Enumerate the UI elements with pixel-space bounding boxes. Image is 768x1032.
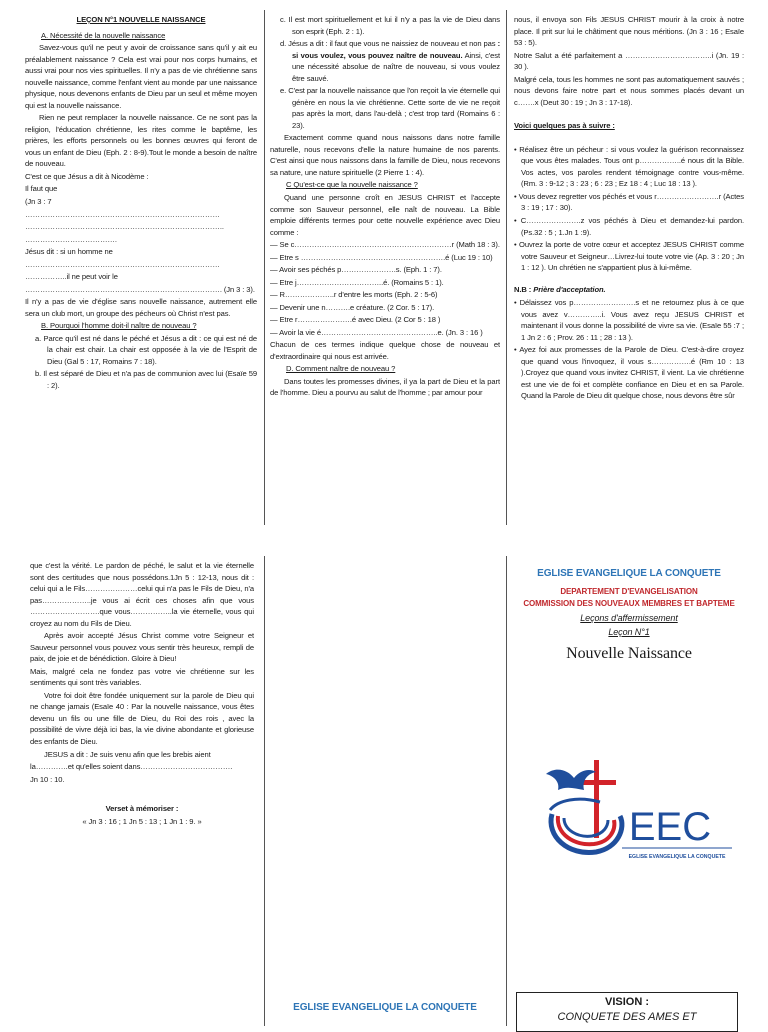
bottom-col-1 xyxy=(30,560,254,900)
section-d-heading: D. Comment naître de nouveau ? xyxy=(286,364,396,374)
term-item: — Se c………………………………………………………r (Math 18 : 3). xyxy=(270,240,500,250)
vision-label: VISION : xyxy=(604,996,649,1008)
fill-blank: ………………………………. xyxy=(25,234,117,244)
column-divider xyxy=(264,556,265,1026)
term-item: — Etre j……………………………..é. (Romains 5 : 1). xyxy=(270,277,444,287)
booklet-title: Nouvelle Naissance xyxy=(566,644,692,662)
top-col-2 xyxy=(270,14,500,524)
fill-blank: …………………………………………………………………… xyxy=(25,209,220,219)
nb-heading xyxy=(514,284,744,296)
memory-refs: « Jn 3 : 16 ; 1 Jn 5 : 13 ; 1 Jn 1 : 9. » xyxy=(82,816,202,826)
paragraph: Il n'y a pas de vie d'église sans nouvelle naissance, autrement elle sera un club mort, un groupe des pécheurs où Christ n'est pas. xyxy=(25,297,257,318)
paragraph: Quand une personne croît en JESUS CHRIST et l'accepte comme son Sauveur personnel, elle naît de nouveau. La Bible emploie différents termes pour cette nouvelle expérience avec Dieu comme : xyxy=(270,192,500,237)
nb-title: Prière d'acceptation. xyxy=(533,284,606,294)
paragraph: Notre Salut a été parfaitement a ……………………………..i (Jn. 19 : 30 ). xyxy=(514,50,744,72)
department-name: DEPARTEMENT D'EVANGELISATION xyxy=(560,587,698,597)
list-item: c. Il est mort spirituellement et lui il n'y a pas la vie de Dieu dans son esprit (Eph. 2 : 1). xyxy=(280,15,500,36)
list-item-text: d. Jésus a dit : il faut que vous ne naissiez de nouveau et non pas xyxy=(280,39,496,49)
column-divider xyxy=(506,556,507,1026)
paragraph: Malgré cela, tous les hommes ne sont pas automatiquement sauvés ; nous devons faire notre part et nous sommes placés devant un c…….x (Deut 30 : 19 ; Jn 3 : 17-18). xyxy=(514,74,744,107)
paragraph: Rien ne peut remplacer la nouvelle naissance. Ce ne sont pas la religion, l'éducation chrétienne, les rites comme le baptême, les prières, les efforts personnels ou les bonnes œuvres qui feront de vous un enfant de Dieu (Eph. 2 : 8-9).Tout le monde a besoin de naître de nouveau. xyxy=(25,113,257,169)
vision-text: CONQUETE DES AMES ET xyxy=(557,1011,697,1023)
term-item: — Avoir ses péchés p………………….s. (Eph. 1 : 7). xyxy=(270,265,442,275)
term-item: — R………………..r d'entre les morts (Eph. 2 : 5-6) xyxy=(270,290,438,300)
eec-logo-icon xyxy=(538,756,734,868)
term-item: — Avoir la vie é………………………………………..e. (Jn. 3 : 16 ) xyxy=(270,327,483,337)
nb-item: • Ayez foi aux promesses de la Parole de Dieu. C'est-à-dire croyez que quand vous l'invoquez, il vous s…………….é (Rm 10 : 13 ).Croyez que quand vous invitez CHRIST, il vient. La vie chrétienne est une vie de foi et complète confiance en Dieu et en sa Parole. Quand la Parole de Dieu dit quelque chose, nous devons être sûr xyxy=(514,345,744,401)
paragraph: Savez-vous qu'il ne peut y avoir de croissance sans qu'il y ait eu préalablement naissance ? Cela est vrai pour nos corps humains, et aussi vrai pour nos vies spirituelles. Il n'y a pas de vie chrétienne sans nouvelle naissance, comme l'enfant vient au monde par une naissance physique, nous devenons enfants de Dieu par un seul et même moyen qui est la nouvelle naissance. xyxy=(25,43,257,110)
logo-text: EEC xyxy=(628,805,712,849)
section-c-heading: C Qu'est-ce que la nouvelle naissance ? xyxy=(286,180,418,190)
step-item: • C………………….z vos péchés à Dieu et demandez-lui pardon. (Ps.32 : 5 ; 1.Jn 1 :9). xyxy=(514,215,744,237)
paragraph: Il faut que xyxy=(25,184,58,194)
top-col-1 xyxy=(25,14,257,524)
column-divider xyxy=(506,10,507,525)
term-item: — Etre r………………….é avec Dieu. (2 Cor 5 : 18 ) xyxy=(270,315,441,325)
lessons-label: Leçons d'affermissement xyxy=(580,612,678,623)
list-item: b. Il est séparé de Dieu et n'a pas de communion avec lui (Esaïe 59 : 2). xyxy=(35,369,257,390)
top-col-3 xyxy=(514,14,744,524)
step-item: • Ouvrez la porte de votre cœur et acceptez JESUS CHRIST comme votre Sauveur et Seigneur…Livrez-lui toute votre vie (Ap. 3 : 20 ; Jn 1 : 12 ). Un chrétien ne s'appartient plus à lui-même. xyxy=(514,240,744,273)
lesson-number: Leçon N°1 xyxy=(608,627,650,638)
paragraph: Chacun de ces termes indique quelque chose de nouveau et d'extraordinaire qui nous est arrivée. xyxy=(270,340,500,361)
church-name: EGLISE EVANGELIQUE LA CONQUETE xyxy=(537,568,721,579)
paragraph: (Jn 3 : 7 xyxy=(25,196,52,206)
memory-heading: Verset à mémoriser : xyxy=(105,804,179,814)
fill-blank: …………………………………………………………………….. xyxy=(25,222,224,232)
list-item-text: Ainsi, c'est une nécessité absolue de naître de nouveau, si vous voulez être sauvé. xyxy=(292,50,500,83)
paragraph: ……………..il ne peut voir le xyxy=(25,272,118,282)
paragraph: Après avoir accepté Jésus Christ comme votre Seigneur et Sauveur personnel vous pouvez vous sentir très heureux, rempli de paix, de joie et de bénédiction. Gloire à Dieu! xyxy=(30,631,254,664)
commission-name: COMMISSION DES NOUVEAUX MEMBRES ET BAPTEME xyxy=(523,599,735,609)
paragraph: JESUS a dit : Je suis venu afin que les brebis aient xyxy=(44,749,211,759)
vision-box xyxy=(516,992,738,1032)
column-divider xyxy=(264,10,265,525)
paragraph: Jésus dit : si un homme ne xyxy=(25,247,113,257)
list-item: a. Parce qu'il est né dans le péché et Jésus a dit : ce qui est né de la chair est chair. La chair est opposée à la vie de l'Esprit de Dieu (Gal 5 : 17, Romains 7 : 18). xyxy=(35,333,257,366)
term-item: — Etre s ………………………………………………….é (Luc 19 : 10) xyxy=(270,252,493,262)
paragraph: nous, il envoya son Fils JESUS CHRIST mourir à la croix à notre place. Il prit sur lui le châtiment que nous méritions. (Jn 3 : 16 ; Esaïe 53 : 5). xyxy=(514,15,744,48)
paragraph: Jn 10 : 10. xyxy=(30,774,65,784)
logo-subtitle: EGLISE EVANGELIQUE LA CONQUETE xyxy=(628,854,726,860)
list-item xyxy=(270,38,500,84)
section-b-heading: B. Pourquoi l'homme doit-il naître de nouveau ? xyxy=(41,321,197,331)
fill-blank: …………………………………………………………………… xyxy=(25,259,220,269)
step-item: • Vous devez regretter vos péchés et vous r…………………….r (Actes 3 : 19 ; 17 : 30). xyxy=(514,191,744,213)
paragraph: la………….et qu'elles soient dans………………………………. xyxy=(30,762,233,772)
church-logo xyxy=(538,756,734,868)
paragraph: Exactement comme quand nous naissons dans notre famille naturelle, nous recevons d'elle la nature humaine de nos parents. C'est ainsi que nous naissons dans la famille de Dieu, nous recevons sa nature, une nature spirituelle (2 Pierre 1 : 4). xyxy=(270,133,500,177)
term-item: — Devenir une n……….e créature. (2 Cor. 5 : 17). xyxy=(270,302,435,312)
emphasis-text: : si vous voulez, vous pouvez naître de nouveau. xyxy=(292,39,500,60)
paragraph: que c'est la vérité. Le pardon de péché, le salut et la vie éternelle sont des certitudes que nous possédons.1Jn 5 : 12-13, nous dit : celui qui a le Fils…………………celui qui n'a pas le Fils de Dieu, n'a pas………………..je vous ai écrit ces choses afin que vous ……………………….que vous……………..la vie éternelle, vous qui croyez au nom du Fils de Dieu. xyxy=(30,561,254,628)
nb-label: N.B : xyxy=(514,284,532,294)
paragraph: Dans toutes les promesses divines, il ya la part de Dieu et la part de l'homme. Dieu a pourvu au salut de l'homme ; par amour pour xyxy=(270,376,500,398)
steps-heading: Voici quelques pas à suivre : xyxy=(514,121,615,131)
bottom-col-2 xyxy=(270,1000,500,1024)
list-item: e. C'est par la nouvelle naissance que l'on reçoit la vie éternelle qui génère en nous la vie chrétienne. Cette sorte de vie ne reçoit pas après la mort, dans l'au-delà ; c'est trop tard (Romains 6 : 23). xyxy=(280,86,500,130)
paragraph: ……………………………………………………………………. (Jn 3 : 3). xyxy=(25,284,255,294)
nb-item: • Délaissez vos p…………………….s et ne retournez plus à ce que vous avez v…………..i. Vous avez reçu JESUS CHRIST et maintenant il vous donne la possibilité de vivre sa vie. (Esaïe 55 :7 ; 1 Jn 2 : 6 ; Prov. 26 : 11 ; 28 : 13 ). xyxy=(514,298,744,342)
lesson-title: LEÇON N°1 NOUVELLE NAISSANCE xyxy=(76,15,206,24)
bottom-col-3 xyxy=(514,566,744,676)
footer-church-name: EGLISE EVANGELIQUE LA CONQUETE xyxy=(293,1002,477,1013)
section-a-heading: A. Nécessité de la nouvelle naissance xyxy=(41,30,166,40)
paragraph: Mais, malgré cela ne fondez pas votre vie chrétienne sur les sentiments qui sont très variables. xyxy=(30,666,254,688)
paragraph: C'est ce que Jésus a dit à Nicodème : xyxy=(25,171,149,181)
paragraph: Votre foi doit être fondée uniquement sur la parole de Dieu qui ne change jamais (Esaïe 40 : Par la nouvelle naissance, vous êtes devenu un fils ou une fille de Dieu, du Roi des rois , avec la possibilité de vivre déjà ici bas, la vie divine abondante et glorieuse des enfants de Dieu. xyxy=(30,690,254,746)
step-item: • Réalisez être un pécheur : si vous voulez la guérison reconnaissez que vous êtes malades. Tous ont p……………..é nous dit la Bible. Vos actes, vos paroles rendent témoignage contre vous-même. (Rm. 3 : 9-12 ; 3 : 23 ; 6 : 23 ; Ez 18 : 4 ; Luc 18 : 13 ). xyxy=(514,144,744,189)
